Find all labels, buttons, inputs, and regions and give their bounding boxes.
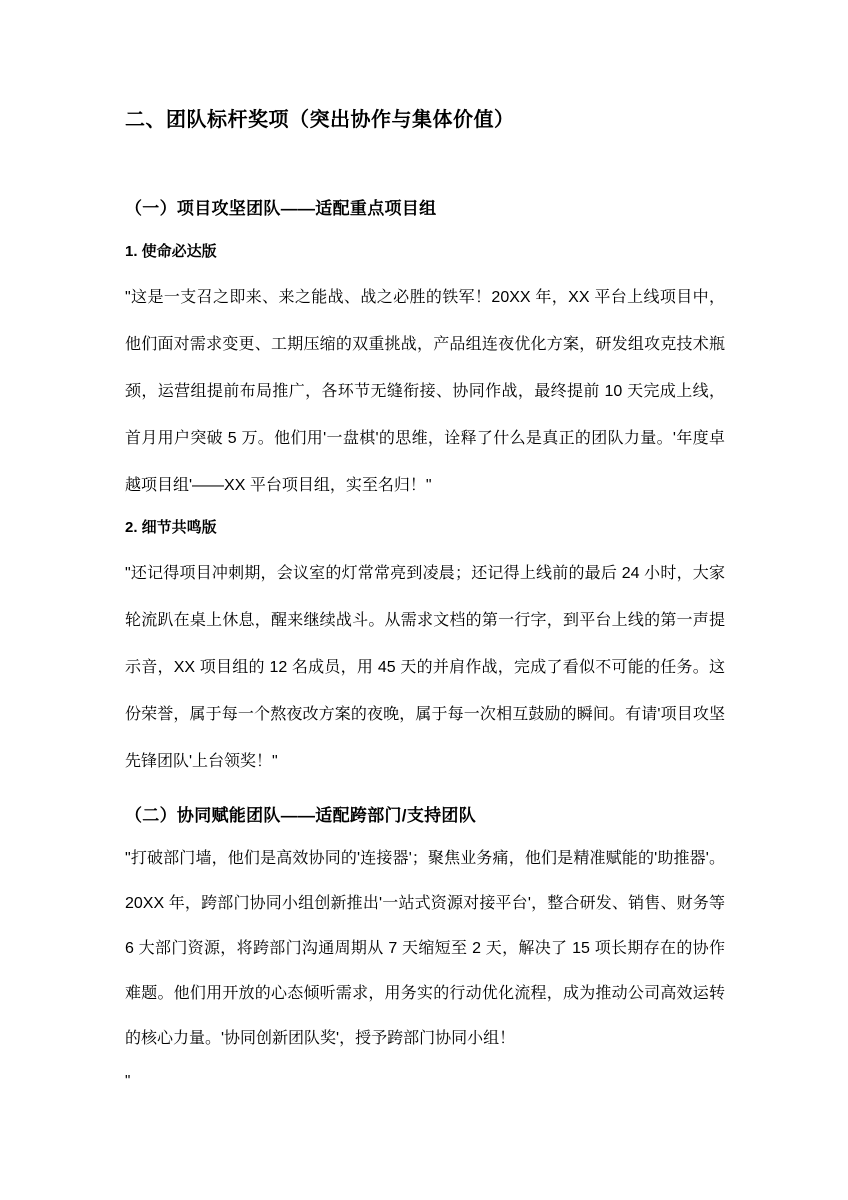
section-1-paragraph-1: "这是一支召之即来、来之能战、战之必胜的铁军！20XX 年，XX 平台上线项目中，他们面对需求变更、工期压缩的双重挑战，产品组连夜优化方案，研发组攻克技术瓶颈，运营组提前布局推广，各环节无缝衔接、协同作战，最终提前 10 天完成上线，首月用户突破 5 万。他们用'一盘棋'的思维，诠释了什么是真正的团队力量。'年度卓越项目组'——XX 平台项目组，实至名归！" xyxy=(125,289,725,494)
section-2-heading: （二）协同赋能团队——适配跨部门/支持团队 xyxy=(125,805,477,825)
section-1-heading: （一）项目攻坚团队——适配重点项目组 xyxy=(125,199,437,218)
closing-quote-mark: " xyxy=(125,1072,131,1089)
section-2-paragraph: "打破部门墙，他们是高效协同的'连接器'；聚焦业务痛，他们是精准赋能的'助推器'。20XX 年，跨部门协同小组创新推出'一站式资源对接平台'，整合研发、销售、财务等 6 大部门资源，将跨部门沟通周期从 7 天缩短至 2 天，解决了 15 项长期存在的协作难题。他们用开放的心态倾听需求，用务实的行动优化流程，成为推动公司高效运转的核心力量。'协同创新团队奖'，授予跨部门协同小组！ xyxy=(125,850,725,1047)
section-1-subheading-1: 1. 使命必达版 xyxy=(125,243,217,261)
section-1-subheading-2: 2. 细节共鸣版 xyxy=(125,519,217,536)
document-title: 二、团队标杆奖项（突出协作与集体价值） xyxy=(125,109,515,131)
document-content xyxy=(125,108,725,1093)
section-collaboration-team xyxy=(125,805,725,1093)
section-project-team xyxy=(125,198,725,785)
section-1-paragraph-2: "还记得项目冲刺期，会议室的灯常常亮到凌晨；还记得上线前的最后 24 小时，大家轮流趴在桌上休息，醒来继续战斗。从需求文档的第一行字，到平台上线的第一声提示音，XX 项目组的 12 名成员，用 45 天的并肩作战，完成了看似不可能的任务。这份荣誉，属于每一个熬夜改方案的夜晚，属于每一次相互鼓励的瞬间。有请'项目攻坚先锋团队'上台领奖！" xyxy=(125,564,725,770)
